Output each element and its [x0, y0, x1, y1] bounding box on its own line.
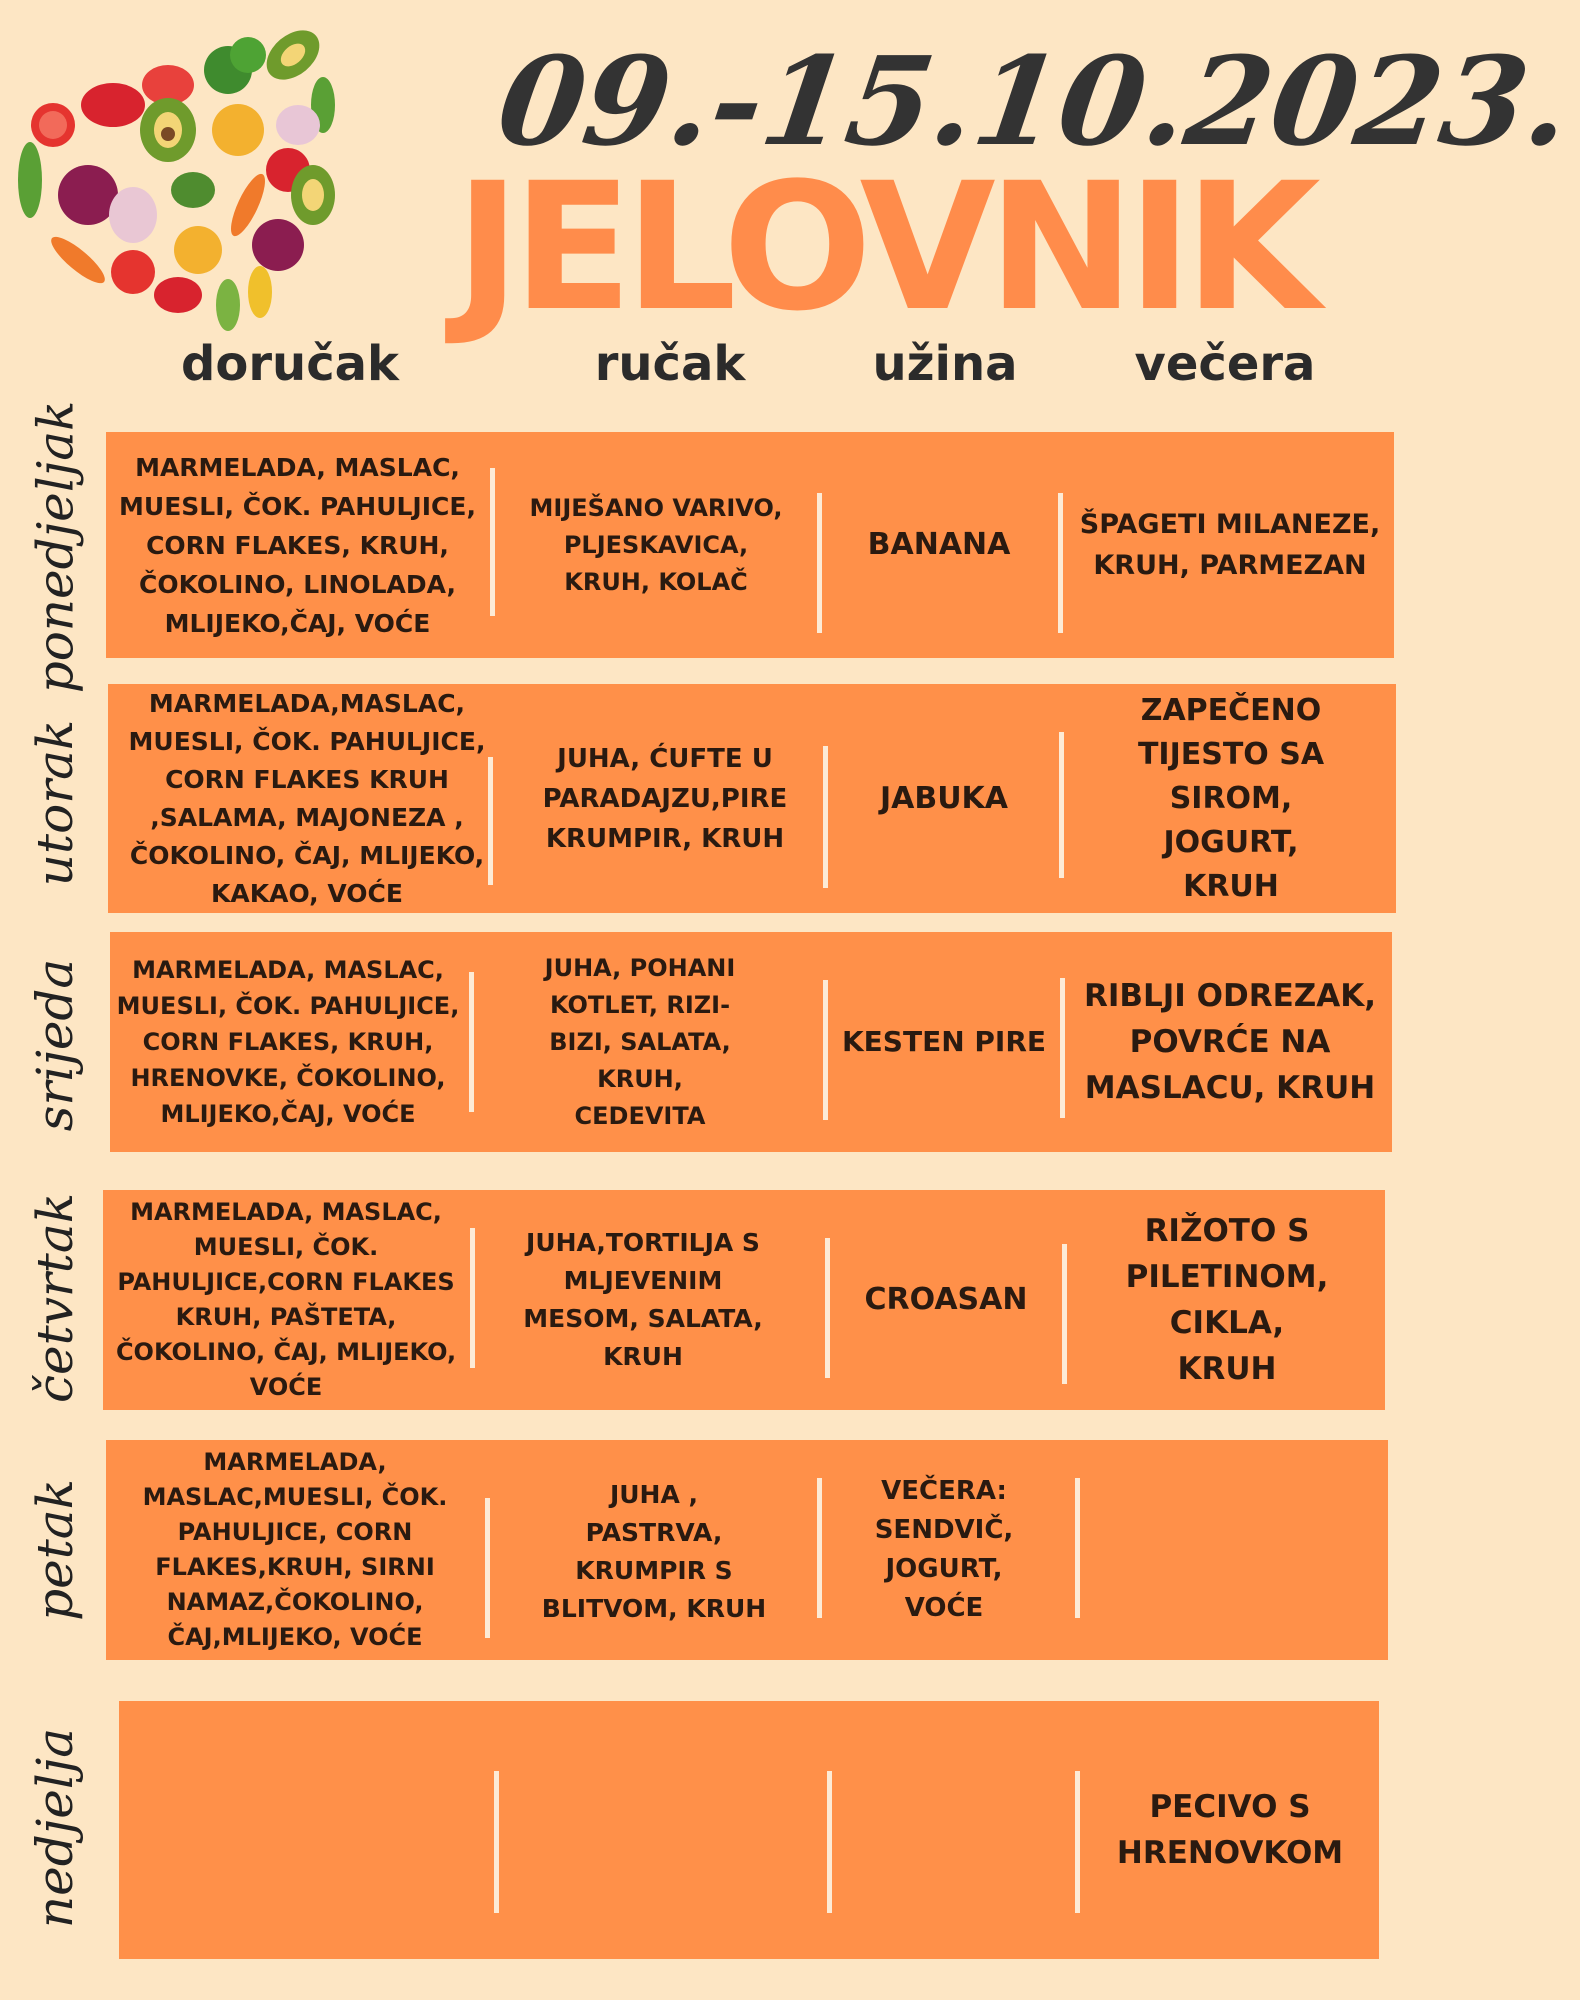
- column-divider: [494, 1771, 499, 1913]
- dinner-cell: RIBLJI ODREZAK, POVRĆE NA MASLACU, KRUH: [1083, 978, 1377, 1106]
- snack-cell: CROASAN: [864, 1282, 1028, 1317]
- column-divider: [827, 1771, 832, 1913]
- column-divider: [1062, 1244, 1067, 1384]
- column-divider: [825, 1238, 830, 1378]
- column-divider: [817, 1478, 822, 1618]
- lunch-cell: [501, 1701, 826, 1959]
- menu-row-friday: [106, 1440, 1388, 1660]
- breakfast-cell: [119, 1701, 494, 1959]
- breakfast-cell: MARMELADA, MASLAC, MUESLI, ČOK. PAHULJICE, CORN FLAKES, KRUH, ČOKOLINO, LINOLADA, MLIJEKO,ČAJ, VOĆE: [119, 452, 476, 638]
- day-label-monday: ponedjeljak: [26, 400, 85, 694]
- menu-row-sunday: [119, 1701, 1379, 1959]
- column-header-dinner: večera: [1134, 336, 1316, 392]
- day-label-sunday: nedjelja: [26, 1727, 85, 1928]
- column-divider: [470, 1228, 475, 1368]
- menu-row-tuesday: [108, 684, 1396, 913]
- snack-cell: BANANA: [867, 527, 1011, 562]
- snack-cell: KESTEN PIRE: [841, 1025, 1047, 1058]
- lunch-cell: JUHA, POHANI KOTLET, RIZI-BIZI, SALATA, KRUH, CEDEVITA: [544, 953, 736, 1130]
- breakfast-cell: MARMELADA,MASLAC, MUESLI, ČOK. PAHULJICE, CORN FLAKES KRUH ,SALAMA, MAJONEZA , ČOKOLINO, ČAJ, MLIJEKO, KAKAO, VOĆE: [128, 688, 486, 908]
- column-divider: [1059, 732, 1064, 878]
- day-label-wednesday: srijeda: [26, 958, 84, 1132]
- dinner-cell: RIŽOTO S PILETINOM, CIKLA, KRUH: [1125, 1213, 1329, 1387]
- breakfast-cell: MARMELADA, MASLAC, MUESLI, ČOK. PAHULJICE, CORN FLAKES, KRUH, HRENOVKE, ČOKOLINO, MLIJEKO,ČAJ, VOĆE: [116, 956, 460, 1128]
- menu-row-monday: [106, 432, 1394, 658]
- lunch-cell: JUHA , PASTRVA, KRUMPIR S BLITVOM, KRUH: [541, 1480, 767, 1623]
- column-divider: [817, 493, 822, 633]
- column-divider: [1060, 978, 1065, 1118]
- dinner-cell: PECIVO S HRENOVKOM: [1116, 1789, 1344, 1871]
- column-divider: [1075, 1771, 1080, 1913]
- breakfast-cell: MARMELADA, MASLAC,MUESLI, ČOK. PAHULJICE, CORN FLAKES,KRUH, SIRNI NAMAZ,ČOKOLINO, ČAJ,MLIJEKO, VOĆE: [142, 1448, 448, 1651]
- menu-row-thursday: [103, 1190, 1385, 1410]
- column-divider: [469, 972, 474, 1112]
- column-divider: [485, 1498, 490, 1638]
- breakfast-cell: MARMELADA, MASLAC, MUESLI, ČOK. PAHULJICE,CORN FLAKES KRUH, PAŠTETA, ČOKOLINO, ČAJ, MLIJEKO, VOĆE: [115, 1198, 457, 1401]
- snack-cell: VEČERA: SENDVIČ, JOGURT, VOĆE: [874, 1476, 1014, 1623]
- lunch-cell: MIJEŠANO VARIVO, PLJESKAVICA, KRUH, KOLAČ: [529, 493, 783, 596]
- lunch-cell: JUHA, ĆUFTE U PARADAJZU,PIRE KRUMPIR, KRUH: [542, 743, 788, 854]
- column-header-breakfast: doručak: [181, 336, 399, 392]
- dinner-cell: ŠPAGETI MILANEZE, KRUH, PARMEZAN: [1079, 509, 1381, 581]
- day-label-friday: petak: [26, 1479, 85, 1621]
- day-label-tuesday: utorak: [26, 719, 84, 887]
- lunch-cell: JUHA,TORTILJA S MLJEVENIM MESOM, SALATA, KRUH: [523, 1228, 763, 1371]
- date-range: 09.-15.10.2023.: [489, 29, 1580, 173]
- snack-cell: JABUKA: [879, 780, 1009, 816]
- snack-cell: [833, 1701, 1073, 1959]
- vegetable-icons: [18, 20, 335, 331]
- dinner-cell: [1081, 1440, 1388, 1660]
- column-divider: [1075, 1478, 1080, 1618]
- column-header-lunch: ručak: [594, 336, 746, 392]
- column-header-snack: užina: [872, 336, 1018, 392]
- day-label-thursday: četvrtak: [26, 1192, 85, 1403]
- column-divider: [490, 468, 495, 616]
- page-title: JELOVNIK: [455, 145, 1313, 350]
- column-divider: [1058, 493, 1063, 633]
- dinner-cell: ZAPEČENO TIJESTO SA SIROM, JOGURT, KRUH: [1137, 692, 1325, 904]
- vegetable-heart-illustration: [8, 10, 343, 340]
- menu-row-wednesday: [110, 932, 1392, 1152]
- column-divider: [488, 757, 493, 885]
